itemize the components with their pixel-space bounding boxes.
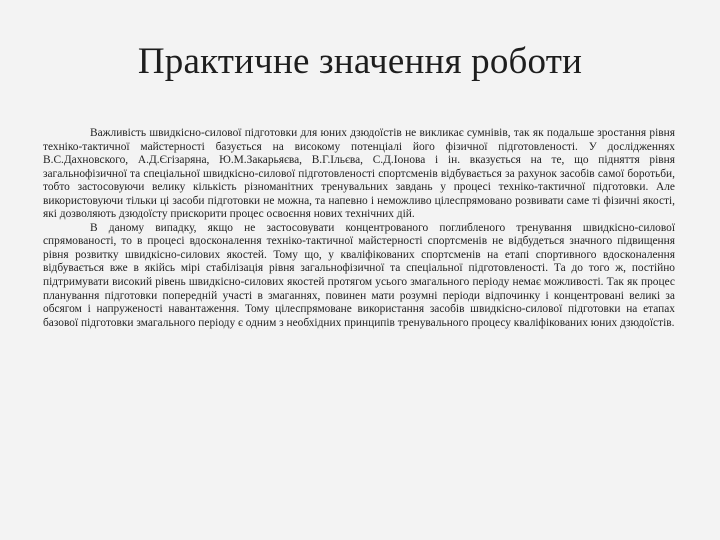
slide-body bbox=[43, 127, 675, 330]
body-paragraph-1: Важливість швидкісно-силової підготовки для юних дзюдоїстів не викликає сумнівів, так як подальше зростання рівня техніко-тактичної майстерності базується на високому потенціалі його фізичної підготовленості. У дослідженнях В.С.Дахновского, А.Д.Єгізаряна, Ю.М.Закарьяєва, В.Г.Ільєва, С.Д.Іонова і ін. вказується на те, що підняття рівня загальнофізичної та спеціальної швидкісно-силової підготовленості спортсменів відбувається за рахунок засобів самої боротьби, тобто застосовуючи велику кількість різноманітних тренувальних завдань у процесі техніко-тактичної підготовки. Але використовуючи тільки ці засоби підготовки не можна, та напевно і неможливо цілеспрямовано розвивати саме ті фізичні якості, які дозволяють дзюдоїсту прискорити процес освоєння нових технічних дій. bbox=[43, 127, 675, 221]
slide-title: Практичне значення роботи bbox=[137, 41, 583, 82]
body-paragraph-2: В даному випадку, якщо не застосовувати концентрованого поглибленого тренування швидкісно-силової спрямованості, то в процесі вдосконалення техніко-тактичної майстерності спортсменів не відбудеться значного підвищення рівня розвитку швидкісно-силових якостей. Тому що, у кваліфікованих спортсменів на етапі спортивного вдосконалення відбувається вже в якійсь мірі стабілізація рівня загальнофізичної та спеціальної підготовленості. Та до того ж, постійно підтримувати високий рівень швидкісно-силових якостей протягом усього змагального періоду немає можливості. Так як процес планування підготовки попередній участі в змаганнях, повинен мати розумні періоди відпочинку і концентровані великі за обсягом і напруженості навантаження. Тому цілеспрямоване використання засобів швидкісно-силової підготовки на етапах базової підготовки змагального періоду є одним з необхідних принципів тренувального процесу кваліфікованих юних дзюдоїстів. bbox=[43, 221, 675, 329]
